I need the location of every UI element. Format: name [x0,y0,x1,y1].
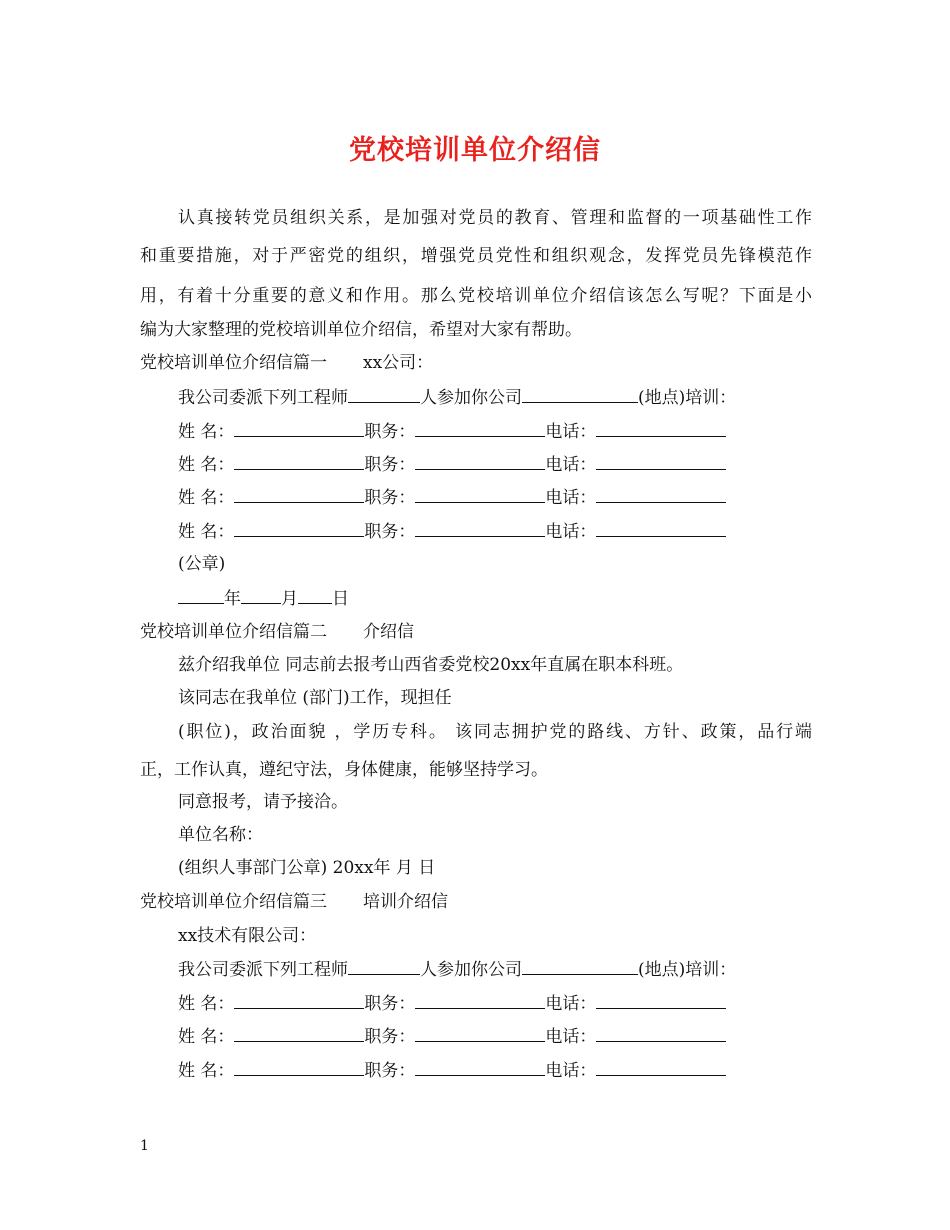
section1-seal: (公章) [178,554,226,574]
blank-phone [596,487,726,503]
page-number: 1 [140,1138,149,1154]
blank-name [234,993,364,1009]
name-label: 姓 名： [178,1061,235,1081]
section2-line-7: (组织人事部门公章) 20xx年 月 日 [178,858,436,878]
blank-count [348,387,420,403]
blank-count [348,959,420,975]
intro-line-3: 用，有着十分重要的意义和作用。那么党校培训单位介绍信该怎么写呢？下面是小 [140,286,812,306]
title-label: 职务： [364,1027,416,1047]
section3-person-row [178,993,850,1014]
section2-subtitle: 介绍信 [363,622,414,642]
blank-title [415,1060,545,1076]
blank-phone [596,1060,726,1076]
section1-addressee: xx公司： [363,353,434,373]
name-label: 姓 名： [178,522,235,542]
section2-line-2: 该同志在我单位 (部门)工作，现担任 [178,688,452,708]
blank-name [234,1060,364,1076]
phone-label: 电话： [545,1061,597,1081]
blank-title [415,993,545,1009]
section2-heading-row [140,622,812,642]
section2-line-6: 单位名称： [178,825,263,845]
blank-phone [596,454,726,470]
document-title: 党校培训单位介绍信 [349,135,601,166]
section1-date-row [178,588,850,609]
blank-year [178,588,224,604]
section1-heading: 党校培训单位介绍信篇一 [140,353,327,373]
title-label: 职务： [364,1061,416,1081]
assign-text: 我公司委派下列工程师 [178,960,348,980]
assign-text: (地点)培训： [638,960,737,980]
blank-title [415,1026,545,1042]
title-label: 职务： [364,994,416,1014]
name-label: 姓 名： [178,455,235,475]
blank-month [241,588,281,604]
section1-person-row [178,521,850,542]
section2-line-4: 正，工作认真，遵纪守法，身体健康，能够坚持学习。 [140,760,548,780]
blank-name [234,421,364,437]
section3-heading-row [140,892,812,912]
blank-title [415,487,545,503]
blank-name [234,521,364,537]
name-label: 姓 名： [178,422,235,442]
blank-day [298,588,332,604]
section2-line-3: (职位)，政治面貌 ，学历专科。 该同志拥护党的路线、方针、政策，品行端 [178,722,812,742]
name-label: 姓 名： [178,1027,235,1047]
title-label: 职务： [364,522,416,542]
blank-title [415,521,545,537]
phone-label: 电话： [545,422,597,442]
title-label: 职务： [364,488,416,508]
blank-location [522,959,638,975]
assign-text: 人参加你公司 [420,388,522,408]
phone-label: 电话： [545,488,597,508]
section3-subtitle: 培训介绍信 [363,892,448,912]
section1-person-row [178,487,850,508]
section1-person-row [178,454,850,475]
section2-line-1: 兹介绍我单位 同志前去报考山西省委党校20xx年直属在职本科班。 [178,655,684,675]
blank-name [234,1026,364,1042]
blank-title [415,454,545,470]
section1-assign-row [178,387,850,408]
name-label: 姓 名： [178,488,235,508]
section1-heading-row [140,353,812,373]
date-day-label: 日 [332,589,349,609]
assign-text: (地点)培训： [638,388,737,408]
intro-line-4: 编为大家整理的党校培训单位介绍信，希望对大家有帮助。 [140,320,582,340]
phone-label: 电话： [545,455,597,475]
section2-line-5: 同意报考，请予接洽。 [178,792,348,812]
blank-phone [596,1026,726,1042]
date-year-label: 年 [224,589,241,609]
intro-line-1: 认真接转党员组织关系，是加强对党员的教育、管理和监督的一项基础性工作 [178,208,812,228]
section3-person-row [178,1026,850,1047]
section3-heading: 党校培训单位介绍信篇三 [140,892,327,912]
section3-assign-row [178,959,850,980]
phone-label: 电话： [545,522,597,542]
assign-text: 人参加你公司 [420,960,522,980]
title-label: 职务： [364,422,416,442]
blank-name [234,454,364,470]
phone-label: 电话： [545,1027,597,1047]
section3-person-row [178,1060,850,1081]
blank-phone [596,521,726,537]
blank-name [234,487,364,503]
assign-text: 我公司委派下列工程师 [178,388,348,408]
blank-phone [596,993,726,1009]
phone-label: 电话： [545,994,597,1014]
intro-line-2: 和重要措施，对于严密党的组织，增强党员党性和组织观念，发挥党员先锋模范作 [140,246,812,266]
blank-title [415,421,545,437]
date-month-label: 月 [281,589,298,609]
section3-addressee: xx技术有限公司： [178,926,317,946]
blank-location [522,387,638,403]
name-label: 姓 名： [178,994,235,1014]
section2-heading: 党校培训单位介绍信篇二 [140,622,327,642]
section1-person-row [178,421,850,442]
blank-phone [596,421,726,437]
title-label: 职务： [364,455,416,475]
